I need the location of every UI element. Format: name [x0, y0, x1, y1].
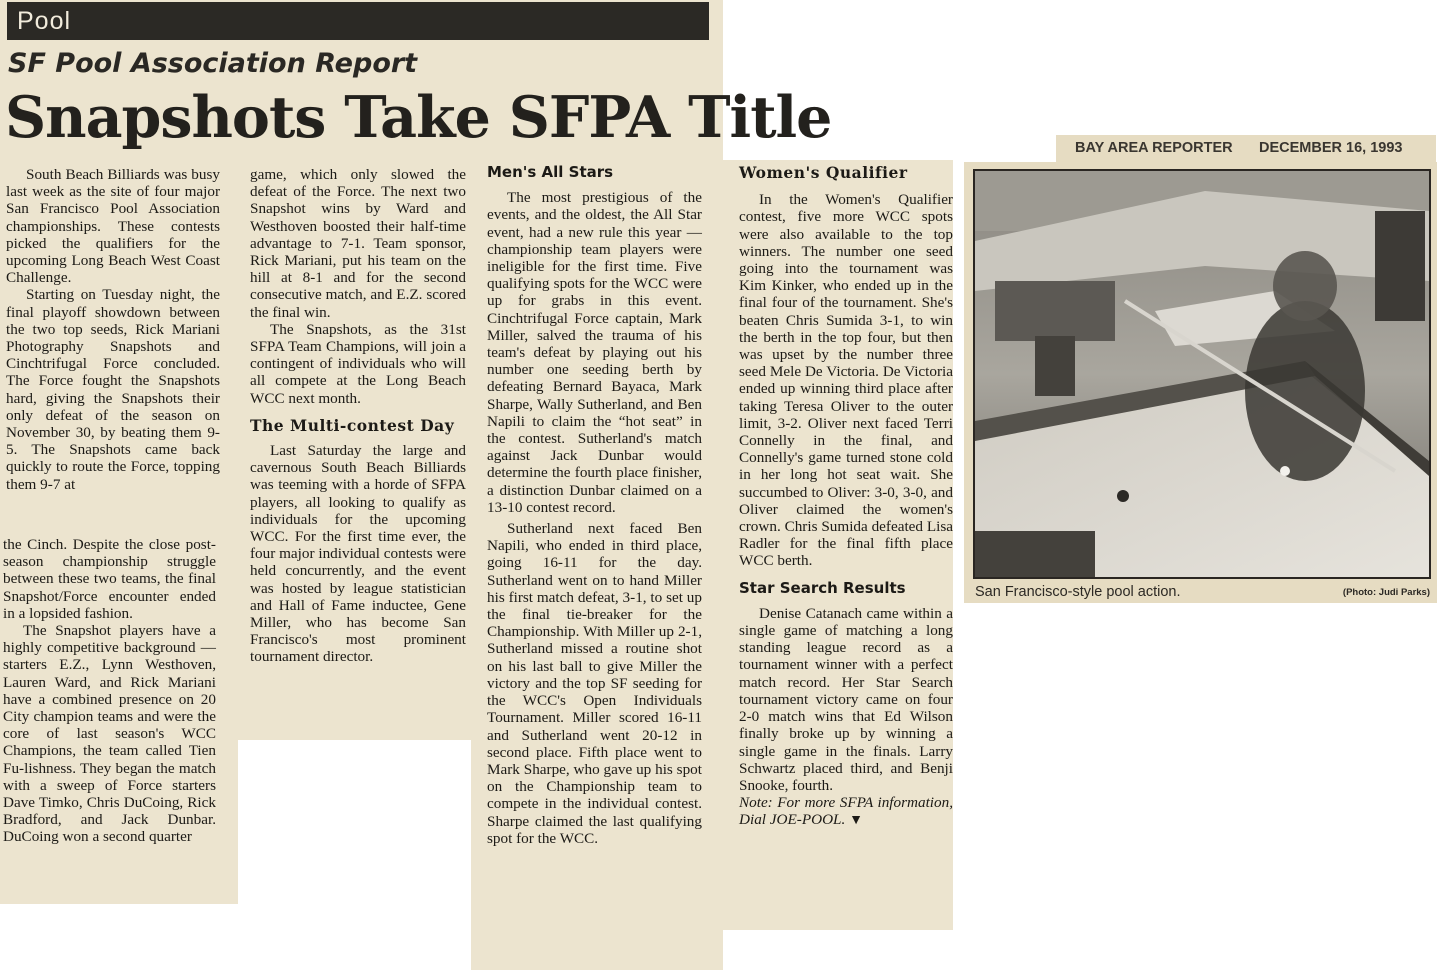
paragraph: game, which only slowed the defeat of the Force. The next two Snapshot wins by Ward and Westhoven boosted their half-time advantage to 7-1. Team sponsor, Rick Mariani, put his team on the hill at 8-1 and for the second consecutive match, and E.Z. scored the final win.: [250, 166, 466, 321]
pool-hall-photo: [973, 169, 1431, 579]
photo-caption: [975, 584, 1430, 602]
caption-text: San Francisco-style pool action.: [975, 584, 1181, 600]
paragraph: In the Women's Qualifier contest, five more WCC spots were also available to the top winners. The number one seed going into the tournament was Kim Kinker, who ended up in the final four of the tournament. She's beaten Chris Sumida 3-1, to win the berth in the top four, but then was upset by the number three seed Mele De Victoria. De Victoria ended up winning third place after taking Teresa Oliver to the outer limit, 3-2. Oliver next faced Terri Connelly in the final, and Connelly's game turned stone cold in her long hot seat wait. She succumbed to Oliver: 3-0, 3-0, and Oliver claimed the women's crown. Chris Sumida defeated Lisa Radler for the final fifth place WCC berth.: [739, 191, 953, 570]
kicker-title: SF Pool Association Report: [8, 48, 418, 79]
headline: Snapshots Take SFPA Title: [5, 84, 832, 151]
column-1-top: [6, 166, 220, 493]
column-1-bottom: [3, 536, 216, 846]
photo-illustration: [975, 171, 1429, 577]
subhead-multi-contest: The Multi-contest Day: [250, 415, 455, 435]
paragraph: Last Saturday the large and cavernous South Beach Billiards was teeming with a horde of SFPA players, all looking to qualify as individuals for the upcoming WCC. For the first time ever, the four major individual contests were held concurrently, and the event was hosted by league statistician and Hall of Fame inductee, Gene Miller, who has become San Francisco's most prominent tournament director.: [250, 442, 466, 666]
column-4: [739, 164, 953, 830]
paragraph: The most prestigious of the events, and the oldest, the All Star event, had a new rule this year — championship team players were ineligible for the first time. Five qualifying spots for the WCC were up for grabs in this event. Cinchtrifugal Force captain, Mark Miller, salved the trauma of his team's defeat by playing out his number one seeding berth by defeating Bernard Bayaca, Mark Sharpe, Wally Sutherland, and Ben Napili to claim the “hot seat” in the contest. Sutherland's match against Jack Dunbar would determine the fourth place finisher, a distinction Dunbar claimed on a 13-10 contest record.: [487, 189, 702, 516]
paragraph: the Cinch. Despite the close post-season championship struggle between these two teams, the final Snapshot/Force encounter ended in a lopsided fashion.: [3, 536, 216, 622]
paragraph: South Beach Billiards was busy last week as the site of four major San Francisco Pool Association championships. These contests picked the qualifiers for the upcoming Long Beach West Coast Challenge.: [6, 166, 220, 287]
paragraph: The Snapshot players have a highly competitive background — starters E.Z., Lynn Westhoven, Lauren Ward, and Rick Mariani have a combined presence on 20 City champion teams and were the core of last season's WCC Champions, the team called Tien Fu-lishness. They began the match with a sweep of Force starters Dave Timko, Chris DuCoing, Rick Bradford, and Jack Dunbar. DuCoing won a second quarter: [3, 622, 216, 846]
end-triangle-icon: ▼: [849, 813, 863, 829]
publication-date: DECEMBER 16, 1993: [1259, 140, 1403, 156]
photo-credit: (Photo: Judi Parks): [1342, 587, 1430, 598]
paragraph: Denise Catanach came within a single game of matching a long standing league record as a tournament winner with a perfect match record. Her Star Search tournament victory came on four 2-0 match wins that Ed Wilson finally broke up by winning a single game in the finals. Larry Schwartz placed third, and Benji Snooke, fourth.: [739, 604, 953, 794]
subhead-star-search: Star Search Results: [739, 578, 906, 597]
note: [739, 794, 953, 829]
publication-name: BAY AREA REPORTER: [1075, 140, 1233, 156]
subhead-womens-qualifier: Women's Qualifier: [739, 163, 908, 182]
masthead: [1056, 135, 1436, 162]
note-text: Note: For more SFPA information, Dial JOE-POOL.: [739, 794, 953, 829]
section-label: Pool: [7, 2, 709, 40]
column-2: [250, 166, 466, 666]
paragraph: The Snapshots, as the 31st SFPA Team Champions, will join a contingent of individuals who will all compete at the Long Beach WCC next month.: [250, 320, 466, 407]
paragraph: Sutherland next faced Ben Napili, who ended in third place, going 16-11 for the day. Sutherland went on to hand Miller his first match defeat, 3-1, to set up the final tie-breaker for the Championship. With Miller up 2-1, Sutherland missed a routine shot on his last ball to give Miller the victory and the top SF seeding for the WCC's Open Individuals Tournament. Miller scored 16-11 and Sutherland went 20-12 in second place. Fifth place went to Mark Sharpe, who gave up his spot on the Championship team to compete in the individual contest. Sharpe claimed the last qualifying spot for the WCC.: [487, 520, 702, 847]
column-3: [487, 162, 702, 847]
subhead-mens-all-stars: Men's All Stars: [487, 163, 614, 181]
paragraph: Starting on Tuesday night, the final playoff showdown between the two top seeds, Rick Mariani Photography Snapshots and Cinchtrifugal Force concluded. The Force fought the Snapshots hard, giving the Snapshots their only defeat of the season on November 30, by beating them 9-5. The Snapshots came back quickly to route the Force, topping them 9-7 at: [6, 286, 220, 493]
